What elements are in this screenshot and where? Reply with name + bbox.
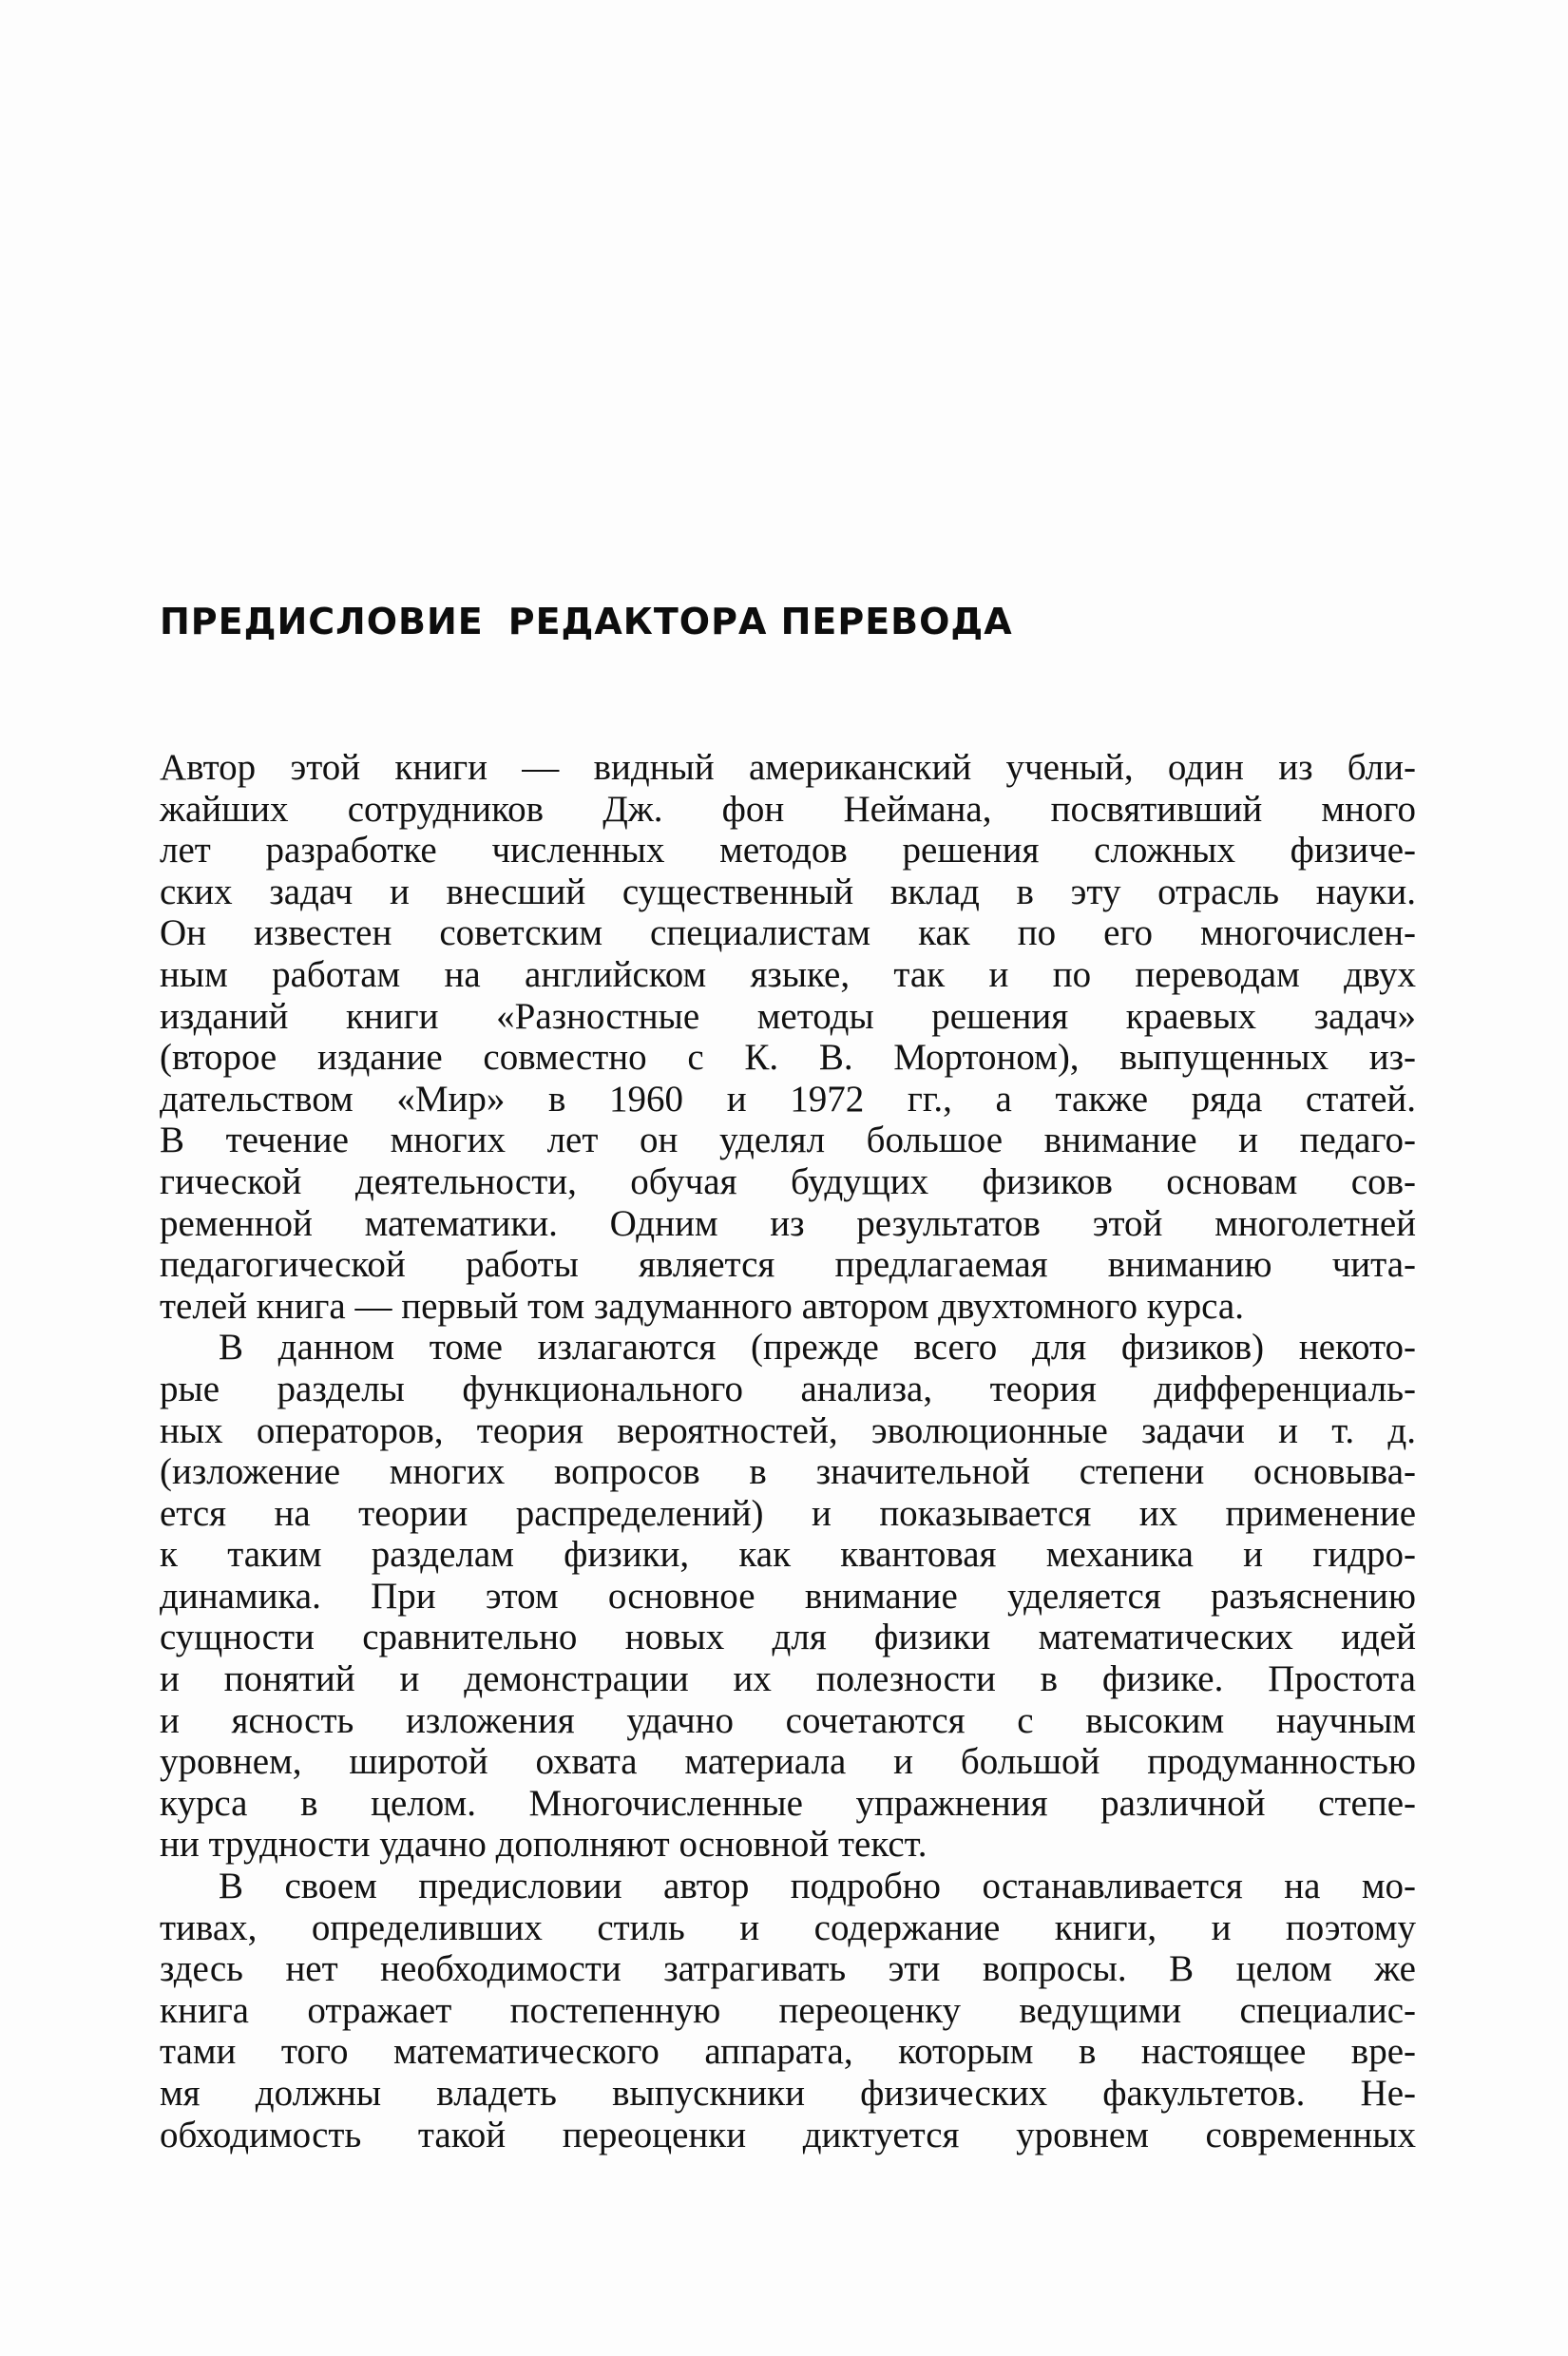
text-line: педагогической работы является предлагаемая вниманию чита- — [160, 1244, 1416, 1286]
text-line: дательством «Мир» в 1960 и 1972 гг., а также ряда статей. — [160, 1078, 1416, 1120]
text-line: (второе издание совместно с К. В. Мортоном), выпущенных из- — [160, 1037, 1416, 1079]
body-text — [160, 747, 1416, 2155]
text-line: В данном томе излагаются (прежде всего для физиков) некото- — [219, 1327, 1416, 1369]
page-title — [160, 601, 1433, 642]
text-line: Автор этой книги — видный американский ученый, один из бли- — [160, 747, 1416, 788]
text-line: телей книга — первый том задуманного автором двухтомного курса. — [160, 1285, 1244, 1327]
text-line: ременной математики. Одним из результатов этой многолетней — [160, 1202, 1416, 1244]
paragraph-1 — [160, 747, 1416, 1327]
text-line: ным работам на английском языке, так и по переводам двух — [160, 953, 1416, 995]
text-line: гической деятельности, обучая будущих физиков основам сов- — [160, 1160, 1416, 1202]
text-line: курса в целом. Многочисленные упражнения различной степе- — [160, 1782, 1416, 1824]
text-line: тивах, определивших стиль и содержание книги, и поэтому — [160, 1906, 1416, 1948]
text-line: здесь нет необходимости затрагивать эти вопросы. В целом же — [160, 1948, 1416, 1990]
text-line: лет разработке численных методов решения сложных физиче- — [160, 830, 1416, 872]
text-line: тами того математического аппарата, которым в настоящее вре- — [160, 2031, 1416, 2073]
text-line: книга отражает постепенную переоценку ведущими специалис- — [160, 1989, 1416, 2031]
text-line: ных операторов, теория вероятностей, эволюционные задачи и т. д. — [160, 1409, 1416, 1451]
paragraph-2 — [160, 1327, 1416, 1866]
text-line: динамика. При этом основное внимание уделяется разъяснению — [160, 1575, 1416, 1617]
text-line: ни трудности удачно дополняют основной текст. — [160, 1824, 927, 1866]
paragraph-3 — [160, 1866, 1416, 2155]
text-line: В течение многих лет он уделял большое внимание и педаго- — [160, 1120, 1416, 1161]
text-line: Он известен советским специалистам как по его многочислен- — [160, 912, 1416, 954]
text-line: обходимость такой переоценки диктуется уровнем современных — [160, 2114, 1416, 2155]
text-line: мя должны владеть выпускники физических факультетов. Не- — [160, 2073, 1416, 2114]
text-line: рые разделы функционального анализа, теория дифференциаль- — [160, 1368, 1416, 1409]
text-line: ских задач и внесший существенный вклад в эту отрасль науки. — [160, 871, 1416, 912]
title-part-preface: ПРЕДИСЛОВИЕ — [160, 601, 484, 642]
text-line: и ясность изложения удачно сочетаются с высоким научным — [160, 1699, 1416, 1741]
text-line: уровнем, широтой охвата материала и большой продуманностью — [160, 1741, 1416, 1783]
text-line: жайших сотрудников Дж. фон Неймана, посвятивший много — [160, 788, 1416, 830]
text-line: сущности сравнительно новых для физики математических идей — [160, 1617, 1416, 1658]
text-line: к таким разделам физики, как квантовая механика и гидро- — [160, 1534, 1416, 1576]
text-line: (изложение многих вопросов в значительной степени основыва- — [160, 1451, 1416, 1493]
text-line: ется на теории распределений) и показывается их применение — [160, 1492, 1416, 1534]
title-part-editor: РЕДАКТОРА ПЕРЕВОДА — [507, 601, 1013, 642]
text-line: В своем предисловии автор подробно останавливается на мо- — [219, 1866, 1416, 1907]
text-line: изданий книги «Разностные методы решения краевых задач» — [160, 995, 1416, 1037]
text-line: и понятий и демонстрации их полезности в физике. Простота — [160, 1658, 1416, 1700]
